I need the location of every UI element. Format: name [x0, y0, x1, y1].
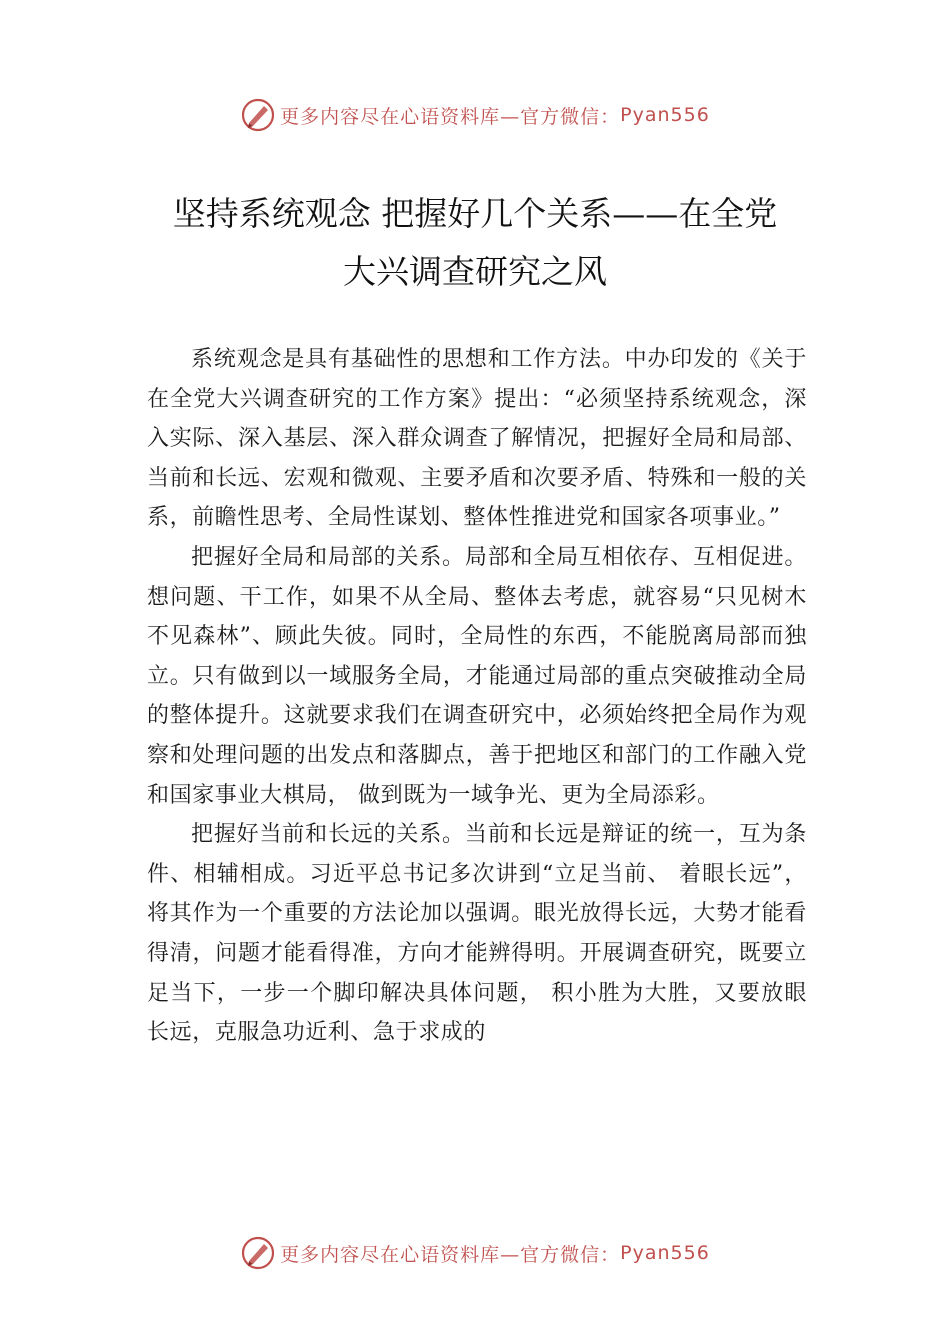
paragraph: 把握好全局和局部的关系。局部和全局互相依存、互相促进。想问题、干工作，如果不从全局、整体去考虑，就容易“只见树木不见森林”、顾此失彼。同时，全局性的东西，不能脱离局部而独立。只有做到以一域服务全局，才能通过局部的重点突破推动全局的整体提升。这就要求我们在调查研究中，必须始终把全局作为观察和处理问题的出发点和落脚点，善于把地区和部门的工作融入党和国家事业大棋局， 做到既为一域争光、更为全局添彩。	[147, 544, 807, 808]
title-line-2: 大兴调查研究之风	[343, 252, 607, 291]
header-banner	[0, 95, 950, 135]
paragraph: 把握好当前和长远的关系。当前和长远是辩证的统一，互为条件、相辅相成。习近平总书记多次讲到“立足当前、 着眼长远”，将其作为一个重要的方法论加以强调。眼光放得长远，大势才能看得清，问题才能看得准，方向才能辨得明。开展调查研究，既要立足当下，一步一个脚印解决具体问题， 积小胜为大胜，又要放眼长远，克服急功近利、急于求成的	[147, 822, 807, 1046]
document-title	[120, 185, 830, 301]
footer-banner	[0, 1233, 950, 1273]
pen-logo-icon	[240, 97, 276, 133]
banner-wechat-id: Pyan556	[620, 1242, 710, 1264]
pen-logo-icon	[240, 1235, 276, 1271]
banner-text: 更多内容尽在心语资料库—官方微信：	[280, 1243, 621, 1266]
paragraph: 系统观念是具有基础性的思想和工作方法。中办印发的《关于在全党大兴调查研究的工作方案》提出：“必须坚持系统观念，深入实际、深入基层、深入群众调查了解情况，把握好全局和局部、当前和长远、宏观和微观、主要矛盾和次要矛盾、特殊和一般的关系，前瞻性思考、全局性谋划、整体性推进党和国家各项事业。”	[147, 347, 807, 531]
document-body	[147, 340, 807, 1053]
banner-text: 更多内容尽在心语资料库—官方微信：	[280, 105, 621, 128]
banner-wechat-id: Pyan556	[620, 104, 710, 126]
title-line-1: 坚持系统观念 把握好几个关系——在全党	[172, 194, 778, 233]
